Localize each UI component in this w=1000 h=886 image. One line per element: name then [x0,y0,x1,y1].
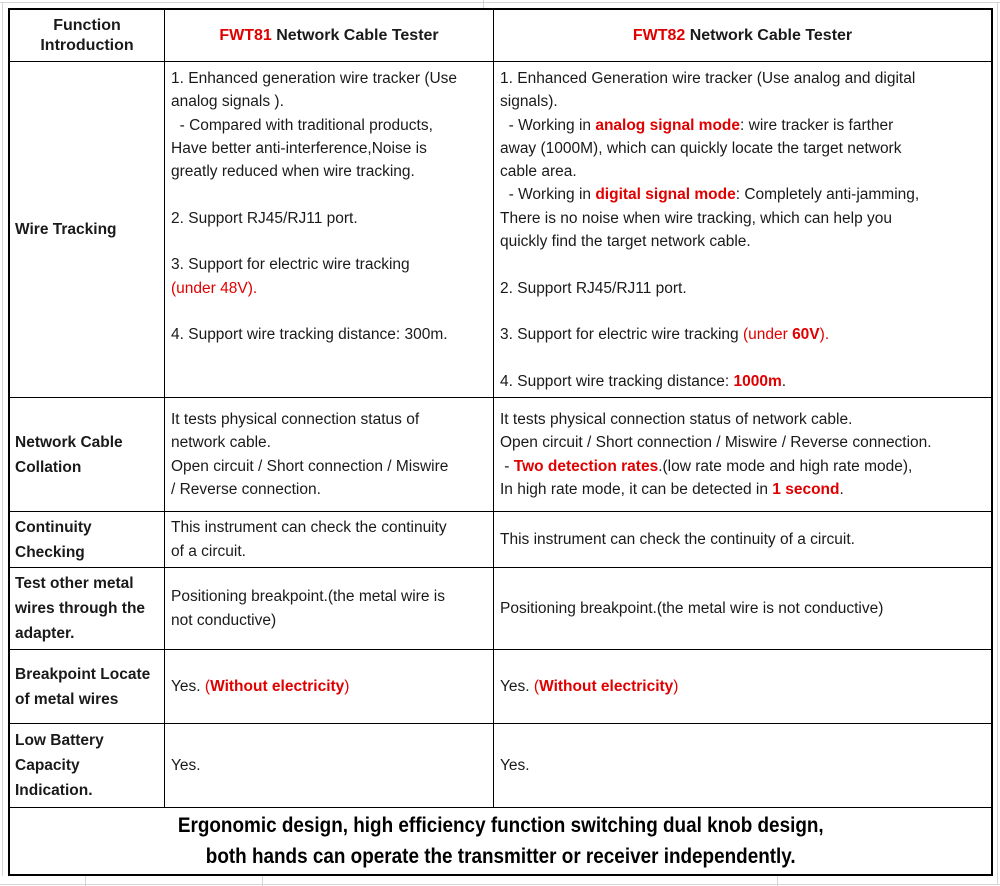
sheet-gridline-bottom [0,884,1000,885]
row-label-text: Low Battery Capacity Indication. [15,732,104,799]
wire-tracking-fwt82-cell: 1. Enhanced Generation wire tracker (Use analog and digital signals). - Working in analog signal mode: wire tracker is farther away (1000M), which can quickly locate the target network cable area. - Working in digital signal mode: Completely anti-jamming, There is no noise when wire tracking, which can help you quickly find the target network cable. 2. Support RJ45/RJ11 port. 3. Support for electric wire tracking (under 60V). 4. Support wire tracking distance: 1000m. [494,62,991,398]
sheet-gridline-top-stub [483,0,484,8]
row-label-wire-tracking [10,62,165,398]
row-label-text: Breakpoint Locate of metal wires [15,665,151,708]
row-label-low-battery [10,724,165,808]
test-other-fwt82-cell: Positioning breakpoint.(the metal wire is not conductive) [494,568,991,650]
row-label-breakpoint-locate [10,650,165,724]
row-label-text: Network Cable Collation [15,433,123,476]
header-function-introduction [10,10,165,62]
test-other-fwt81-cell: Positioning breakpoint.(the metal wire is not conductive) [165,568,494,650]
breakpoint-fwt81-cell: Yes. (Without electricity) [165,650,494,724]
sheet-gridline-top [0,2,1000,3]
low-battery-fwt82-cell: Yes. [494,724,991,808]
row-label-text: Wire Tracking [15,221,117,238]
continuity-fwt82-cell: This instrument can check the continuity of a circuit. [494,512,991,568]
collation-fwt81-cell: It tests physical connection status of network cable. Open circuit / Short connection / Miswire / Reverse connection. [165,398,494,512]
sheet-gridline-bottom-stub-3 [777,876,778,886]
header-fwt82: FWT82 Network Cable Tester [494,10,991,62]
wire-tracking-fwt81-cell: 1. Enhanced generation wire tracker (Use analog signals ). - Compared with traditional products, Have better anti-interference,Noise is greatly reduced when wire tracking. 2. Support RJ45/RJ11 port. 3. Support for electric wire tracking (under 48V). 4. Support wire tracking distance: 300m. [165,62,494,398]
row-label-test-other-metal-wires [10,568,165,650]
header-function-introduction-text: Function Introduction [40,16,134,54]
comparison-table [8,8,993,876]
sheet-gridline-bottom-stub-2 [262,876,263,886]
header-fwt81: FWT81 Network Cable Tester [165,10,494,62]
sheet-gridline-right [997,2,998,884]
sheet-gridline-bottom-stub-1 [85,876,86,886]
footer-note: Ergonomic design, high efficiency function switching dual knob design, both hands can operate the transmitter or receiver independently. [10,808,991,874]
row-label-text: Test other metal wires through the adapter. [15,575,146,642]
sheet-gridline-left [2,2,3,876]
row-label-text: Continuity Checking [15,518,92,561]
breakpoint-fwt82-cell: Yes. (Without electricity) [494,650,991,724]
row-label-continuity-checking [10,512,165,568]
row-label-network-cable-collation [10,398,165,512]
collation-fwt82-cell: It tests physical connection status of network cable. Open circuit / Short connection / Miswire / Reverse connection. - Two detection rates.(low rate mode and high rate mode), In high rate mode, it can be detected in 1 second. [494,398,991,512]
continuity-fwt81-cell: This instrument can check the continuity of a circuit. [165,512,494,568]
low-battery-fwt81-cell: Yes. [165,724,494,808]
